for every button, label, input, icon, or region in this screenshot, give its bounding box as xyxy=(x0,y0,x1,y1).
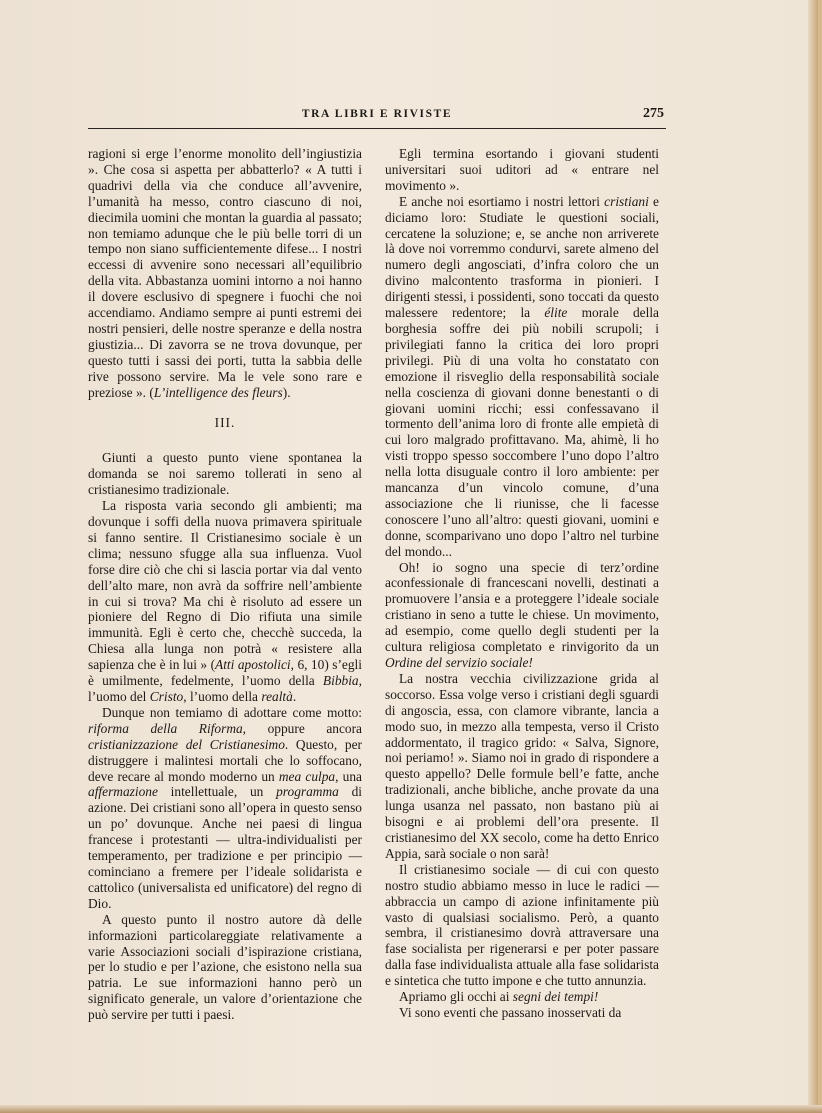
page-edge-right xyxy=(808,0,818,1113)
paragraph xyxy=(88,498,362,705)
text-run: Oh! io sogno una specie di terz’ordine aconfessionale di francescani novelli, destinati a promuovere l’ansia e a proteggere l’ideale sociale cristiano in seno a tutte le chiese. Un movimento, ad esempio, come quello degli studenti per la cultura religiosa completato e rinvigorito da un xyxy=(385,559,659,655)
italic-text: Ordine del servizio sociale! xyxy=(385,655,533,670)
paragraph xyxy=(88,450,362,498)
right-column xyxy=(385,146,659,1021)
text-run: , l’uomo della xyxy=(183,689,262,704)
italic-text: affermazione xyxy=(88,784,158,800)
text-run: La nostra vecchia civilizzazione grida al soccorso. Essa volge verso i cristiani degli sguardi di angoscia, essa, con clamore vibrante, lancia a modo suo, in mezzo alla tempesta, verso il Cristo addormentato, il tragico grido: « Salva, Signore, noi periamo! ». Siamo noi in grado di rispondere a questo appello? Delle formule bell’e fatte, anche tradizionali, anche bibliche, anche provate da una lunga usanza nel passato, non bastano più ai bisogni e ai problemi dell’ora presente. Il cristianesimo del XX secolo, come ha detto Enrico Appia, sarà sociale o non sarà! xyxy=(385,670,659,861)
text-run: III. xyxy=(214,414,236,430)
text-run: E anche noi esortiamo i nostri lettori xyxy=(399,193,605,209)
italic-text: cristiani xyxy=(604,193,649,209)
paragraph xyxy=(385,146,659,194)
italic-text: mea culpa xyxy=(278,768,336,784)
text-run: . xyxy=(292,689,297,704)
text-run: Vi sono eventi che passano inosservati da xyxy=(399,1004,622,1020)
text-run: intellettuale, un xyxy=(157,784,277,800)
text-run: La risposta varia secondo gli ambienti; ma dovunque i soffi della nuova primavera spirituale si fanno sentire. Il Cristianesimo sociale è un clima; nessuno sfugge alla sua influenza. Vuol forse dire ciò che chi si lascia portar via dal vento dell’alto mare, non avrà da soffrire nell’ambiente in cui si trova? Ma chi è risoluto ad essere un pioniere del Regno di Dio rifiuta una simile immunità. Egli è certo che, checchè succeda, la Chiesa alla lunga non potrà « resistere alla sapienza che è in lui » ( xyxy=(88,498,362,673)
left-column xyxy=(88,146,362,1023)
italic-text: L’intelligence des fleurs xyxy=(153,384,283,400)
paragraph xyxy=(88,912,362,1023)
page-edge-bottom xyxy=(0,1105,822,1113)
paragraph xyxy=(385,560,659,671)
italic-text: segni dei tempi! xyxy=(512,989,599,1005)
italic-text: riforma della Riforma, xyxy=(88,720,247,736)
italic-text: élite xyxy=(544,305,568,321)
text-run: , l’uomo del xyxy=(88,673,362,704)
page-number: 275 xyxy=(643,106,664,121)
text-run: e diciamo loro: Studiate le questioni sociali, cercatene la soluzione; e, se anche non arriverete là dove noi vorremmo condurvi, sarete almeno del numero degli angosciati, d’infra coloro che un divino malcontento trasforma in pionieri. I dirigenti stessi, i possidenti, sono toccati da questo malessere redentore; la xyxy=(385,193,659,321)
text-run: oppure ancora xyxy=(246,720,363,736)
paragraph xyxy=(88,705,362,912)
paragraph xyxy=(385,862,659,989)
text-run: di azione. Dei cristiani sono all’opera in questo senso un po’ dovunque. Anche nei paesi di lingua francese i protestanti — ultra-individualisti per temperamento, per tradizione e per principio — cominciano a fremere per l’ideale solidarista e cattolico (universalista ed unificatore) del regno di Dio. xyxy=(88,784,362,911)
paragraph xyxy=(385,194,659,560)
italic-text: Bibbia xyxy=(322,673,359,689)
text-run: , una xyxy=(335,768,363,784)
italic-text: realtà xyxy=(261,689,293,704)
text-run: A questo punto il nostro autore dà delle informazioni particolareggiate relativamente a varie Associazioni sociali d’ispirazione cristiana, per lo studio e per l’azione, che esistono nella sua patria. Le sue informazioni hanno però un significato generale, un valore d’orientazione che può servire per tutti i paesi. xyxy=(88,911,362,1023)
text-run: Apriamo gli occhi ai xyxy=(399,989,513,1005)
text-run: Egli termina esortando i giovani studenti universitari suoi uditori ad « entrare nel movimento ». xyxy=(385,146,659,193)
paragraph xyxy=(385,671,659,862)
paragraph xyxy=(385,989,659,1005)
text-run: ragioni si erge l’enorme monolito dell’ingiustizia ». Che cosa si aspetta per abbatterlo? « A tutti i quadrivi della via che conduce all’avvenire, l’umanità ha messo, contro ciascuno di noi, diecimila uomini che montan la guardia al passato; non temiamo adunque che le più belle torri di un tempo non siano sufficientemente difese... I nostri eccessi di avvenire sono necessari all’equilibrio della vita. Abbastanza uomini intorno a noi hanno il dovere esclusivo di spegnere i fuochi che noi accendiamo. Andiamo sempre ai punti estremi dei nostri pensieri, delle nostre speranze e della nostra giustizia... Di zavorra se ne trova dovunque, per questo tutti i sassi dei porti, tutta la sabbia delle rive possono servire. Ma le vele sono rare e preziose ». ( xyxy=(88,146,362,400)
text-run: , 6, 10) s’egli è umilmente, fedelmente, l’uomo della xyxy=(88,657,362,689)
italic-text: programma xyxy=(276,784,339,800)
text-run: Giunti a questo punto viene spontanea la domanda se noi saremo tollerati in seno al cristianesimo tradizionale. xyxy=(88,450,362,498)
running-head: TRA LIBRI E RIVISTE xyxy=(301,108,453,120)
section-heading xyxy=(88,415,362,431)
text-run: morale della borghesia soffre dei più nobili scrupoli; i privilegiati fanno la critica dei loro propri privilegi. Più di una volta ho constatato con emozione il risveglio della responsabilità sociale nella coscienza di giovani donne benestanti o di giovani uomini ricchi; essi confessavano il tormento dell’anima loro di fronte alle empietà di cui loro malgrado profittavano. Ma, ahimè, li ho visti troppo spesso soccombere l’uno dopo l’altro nella lotta disuguale contro il loro ambiente: per mancanza d’un vincolo comune, d’una associazione che li riunisse, che li facesse conoscere l’uno all’altro: questi giovani, uomini e donne, scomparivano uno dopo l’altro nel turbine del mondo... xyxy=(385,305,659,559)
italic-text: Cristo xyxy=(149,689,184,704)
paragraph xyxy=(385,1005,659,1021)
italic-text: cristianizzazione del Cristianesimo xyxy=(88,736,285,752)
italic-text: Atti apostolici xyxy=(215,657,291,673)
page-header xyxy=(88,106,666,128)
text-run: Dunque non temiamo di adottare come motto: xyxy=(102,704,362,720)
header-rule xyxy=(88,128,666,129)
text-run: Il cristianesimo sociale — di cui con questo nostro studio abbiamo messo in luce le radici — abbraccia un campo di azione infinitamente più vasto di qualsiasi socialismo. Però, a quanto sembra, il cristianesimo dovrà attraversare una fase socialista per rigenerarsi e per poter passare dalla fase individualista attuale alla fase solidarista e sintetica che tutto impone e che tutto annunzia. xyxy=(385,861,659,989)
text-run: ). xyxy=(282,384,291,400)
paragraph xyxy=(88,146,362,401)
text-run: . Questo, per distruggere i malintesi mortali che lo soffocano, deve recare al mondo moderno un xyxy=(88,736,362,784)
